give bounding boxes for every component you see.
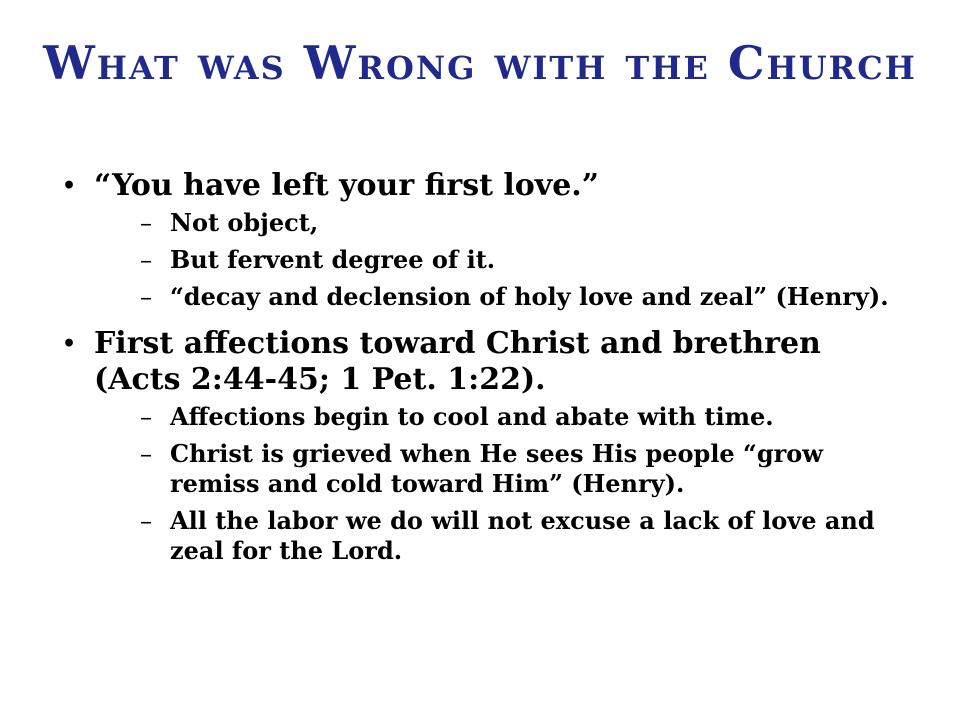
sub-text: Affections begin to cool and abate with time. [170, 402, 774, 431]
sub-text: Christ is grieved when He sees His people “grow remiss and cold toward Him” (Henry). [170, 439, 823, 498]
slide-title: What was Wrong with the Church [43, 36, 917, 90]
sub-item [94, 506, 900, 566]
bullet-item [60, 326, 900, 566]
dash-icon: – [140, 246, 152, 274]
sub-list [94, 402, 900, 566]
sub-text: All the labor we do will not excuse a lack of love and zeal for the Lord. [170, 506, 875, 565]
sub-text: “decay and declension of holy love and zeal” (Henry). [170, 282, 889, 311]
sub-item [94, 245, 900, 275]
bullet-text: First affections toward Christ and brethren (Acts 2:44-45; 1 Pet. 1:22). [94, 326, 821, 397]
bullet-icon: • [62, 331, 77, 357]
sub-item [94, 439, 900, 499]
sub-item [94, 402, 900, 432]
dash-icon: – [140, 403, 152, 431]
sub-text: Not object, [170, 208, 319, 237]
sub-item [94, 282, 900, 312]
sub-item [94, 208, 900, 238]
dash-icon: – [140, 507, 152, 535]
bullet-text: “You have left your first love.” [94, 168, 600, 203]
sub-text: But fervent degree of it. [170, 245, 496, 274]
dash-icon: – [140, 440, 152, 468]
bullet-item [60, 168, 900, 312]
dash-icon: – [140, 209, 152, 237]
dash-icon: – [140, 283, 152, 311]
sub-list [94, 208, 900, 312]
bullet-icon: • [62, 173, 77, 199]
slide-body [60, 168, 900, 580]
